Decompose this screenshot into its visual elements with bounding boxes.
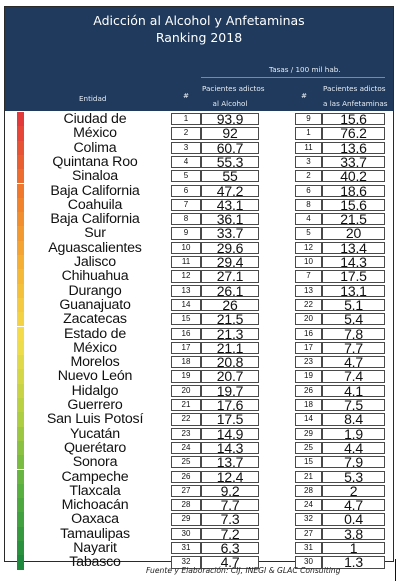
amphetamine-rank-cell: 13 — [295, 285, 322, 297]
table-row — [5, 541, 393, 555]
alcohol-rank-cell: 10 — [171, 242, 201, 254]
alcohol-rank-cell: 26 — [171, 471, 201, 483]
alcohol-rate-cell: 9.2 — [201, 485, 259, 497]
table-row — [5, 341, 393, 355]
entity-name: Sinaloa — [72, 168, 118, 185]
alcohol-rate-cell: 43.1 — [201, 199, 259, 211]
alcohol-rate-cell: 92 — [201, 127, 259, 139]
amphetamine-rank-cell: 8 — [295, 199, 322, 211]
amphetamine-rate-cell: 7.5 — [322, 399, 385, 411]
entity-name: Nayarit — [73, 540, 117, 556]
amphetamine-rate-cell: 7.8 — [322, 328, 385, 340]
entity-name: Coahuila — [67, 196, 123, 213]
amphetamine-rate-cell: 4.1 — [322, 385, 385, 397]
rank-color-stripe — [17, 284, 24, 298]
table-row — [5, 284, 393, 298]
amphetamine-rank-cell: 17 — [295, 342, 322, 354]
entity-name: Ciudad de — [63, 111, 127, 127]
amphetamine-rate-cell: 8.4 — [322, 413, 385, 425]
amphetamine-rank-cell: 25 — [295, 442, 322, 454]
table-row — [5, 512, 393, 526]
rank-color-stripe — [17, 355, 24, 369]
rank-color-stripe — [17, 255, 24, 269]
amphetamine-rate-cell: 1.3 — [322, 556, 385, 568]
rank-color-stripe — [17, 341, 24, 355]
alcohol-header-top: Pacientes adictos — [202, 84, 265, 93]
rank-color-stripe — [17, 112, 24, 126]
table-row — [5, 470, 393, 484]
table-header — [5, 7, 393, 111]
table-row — [5, 398, 393, 412]
alcohol-rate-cell: 14.3 — [201, 442, 259, 454]
entity-name: Quintana Roo — [52, 153, 138, 170]
amphetamine-rate-cell: 13.6 — [322, 142, 385, 154]
entity-name: Morelos — [70, 354, 120, 371]
amphetamine-rank-cell: 31 — [295, 542, 322, 554]
rank-color-stripe — [17, 441, 24, 455]
entity-name: Oaxaca — [71, 511, 119, 528]
alcohol-rate-cell: 21.3 — [201, 328, 259, 340]
alcohol-rate-cell: 13.7 — [201, 456, 259, 468]
amphetamine-rate-cell: 0.4 — [322, 513, 385, 525]
alcohol-rank-cell: 17 — [171, 342, 201, 354]
amphetamine-rate-cell: 4.4 — [322, 442, 385, 454]
alcohol-rank-cell: 15 — [171, 313, 201, 325]
rank-color-stripe — [17, 184, 24, 198]
amphetamine-rank-cell: 26 — [295, 385, 322, 397]
entity-name: Chihuahua — [61, 268, 129, 285]
amphetamine-rank-header: # — [301, 91, 308, 100]
alcohol-rate-cell: 7.2 — [201, 528, 259, 540]
alcohol-rate-cell: 36.1 — [201, 213, 259, 225]
alcohol-rank-cell: 28 — [171, 499, 201, 511]
alcohol-rank-cell: 31 — [171, 542, 201, 554]
table-row — [5, 312, 393, 326]
entity-name: Guanajuato — [59, 296, 131, 313]
entity-name: San Luis Potosí — [46, 411, 144, 428]
amphetamine-rate-cell: 21.5 — [322, 213, 385, 225]
amphetamine-rank-cell: 16 — [295, 328, 322, 340]
amphetamine-rank-cell: 5 — [295, 227, 322, 239]
alcohol-rank-cell: 25 — [171, 456, 201, 468]
amphetamine-rate-cell: 3.8 — [322, 528, 385, 540]
amphetamine-rate-cell: 40.2 — [322, 170, 385, 182]
amphetamine-rank-cell: 12 — [295, 242, 322, 254]
alcohol-rate-cell: 21.1 — [201, 342, 259, 354]
alcohol-rate-cell: 55 — [201, 170, 259, 182]
entity-name: Aguascalientes — [48, 239, 142, 256]
entity-name: Hidalgo — [71, 382, 119, 399]
table-row — [5, 484, 393, 498]
entity-name: Baja California — [50, 211, 140, 228]
rank-color-stripe — [17, 327, 24, 341]
alcohol-rate-cell: 20.7 — [201, 370, 259, 382]
amphetamine-rank-cell: 28 — [295, 485, 322, 497]
amphetamine-rank-cell: 9 — [295, 113, 322, 125]
amphetamine-rate-cell: 1 — [322, 542, 385, 554]
amphetamine-rate-cell: 5.3 — [322, 471, 385, 483]
entity-name: Guerrero — [67, 397, 123, 413]
amphetamine-rank-cell: 1 — [295, 127, 322, 139]
amphetamine-rate-cell: 7.7 — [322, 342, 385, 354]
amphetamine-rank-cell: 21 — [295, 471, 322, 483]
rank-color-stripe — [17, 412, 24, 426]
alcohol-rate-cell: 60.7 — [201, 142, 259, 154]
edge-mark — [395, 559, 396, 581]
alcohol-rate-cell: 93.9 — [201, 113, 259, 125]
alcohol-rank-cell: 6 — [171, 185, 201, 197]
entity-name: Estado de — [63, 325, 127, 342]
amphetamine-rate-cell: 4.7 — [322, 356, 385, 368]
amphetamine-header-top: Pacientes adictos — [323, 84, 386, 93]
alcohol-rank-cell: 9 — [171, 227, 201, 239]
amphetamine-rate-cell: 2 — [322, 485, 385, 497]
rates-caption: Tasas / 100 mil hab. — [269, 65, 341, 74]
amphetamine-rank-cell: 24 — [295, 499, 322, 511]
rank-color-stripe — [17, 384, 24, 398]
entity-name: Durango — [68, 282, 122, 299]
amphetamine-rate-cell: 15.6 — [322, 199, 385, 211]
table-row — [5, 169, 393, 183]
table-row — [5, 455, 393, 469]
table-row — [5, 441, 393, 455]
amphetamine-rate-cell: 7.4 — [322, 370, 385, 382]
entity-name: Sonora — [72, 454, 118, 471]
amphetamine-rate-cell: 20 — [322, 227, 385, 239]
table-row — [5, 141, 393, 155]
source-note: Fuente y Elaboración: CIJ, INEGI & GLAC Consulting — [146, 566, 341, 575]
alcohol-rate-cell: 27.1 — [201, 270, 259, 282]
amphetamine-rate-cell: 13.4 — [322, 242, 385, 254]
rank-color-stripe — [17, 427, 24, 441]
amphetamine-rank-cell: 30 — [295, 556, 322, 568]
entity-name: Colima — [73, 139, 117, 156]
entity-header: Entidad — [79, 94, 107, 103]
amphetamine-rate-cell: 4.7 — [322, 499, 385, 511]
alcohol-rank-cell: 16 — [171, 328, 201, 340]
alcohol-header-bottom: al Alcohol — [212, 99, 248, 108]
alcohol-rank-cell: 3 — [171, 142, 201, 154]
alcohol-rank-cell: 30 — [171, 528, 201, 540]
table-row — [5, 255, 393, 269]
amphetamine-rank-cell: 20 — [295, 313, 322, 325]
alcohol-rate-cell: 29.4 — [201, 256, 259, 268]
alcohol-rate-cell: 12.4 — [201, 471, 259, 483]
amphetamine-rank-cell: 18 — [295, 399, 322, 411]
table-row — [5, 112, 393, 126]
alcohol-rate-cell: 19.7 — [201, 385, 259, 397]
amphetamine-rate-cell: 33.7 — [322, 156, 385, 168]
amphetamine-rank-cell: 29 — [295, 428, 322, 440]
amphetamine-rank-cell: 11 — [295, 142, 322, 154]
alcohol-rank-cell: 29 — [171, 513, 201, 525]
table-row — [5, 184, 393, 198]
table-row — [5, 198, 393, 212]
table-row — [5, 298, 393, 312]
entity-name: Michoacán — [61, 497, 129, 514]
amphetamine-rank-cell: 22 — [295, 299, 322, 311]
amphetamine-rank-cell: 23 — [295, 356, 322, 368]
alcohol-rate-cell: 17.6 — [201, 399, 259, 411]
amphetamine-rate-cell: 17.5 — [322, 270, 385, 282]
alcohol-rate-cell: 20.8 — [201, 356, 259, 368]
amphetamine-rank-cell: 7 — [295, 270, 322, 282]
table-row — [5, 269, 393, 283]
rank-color-stripe — [17, 212, 24, 226]
rank-color-stripe — [17, 226, 24, 240]
rank-color-stripe — [17, 369, 24, 383]
amphetamine-rate-cell: 1.9 — [322, 428, 385, 440]
amphetamine-rank-cell: 3 — [295, 156, 322, 168]
rank-color-stripe — [17, 470, 24, 484]
amphetamine-rank-cell: 15 — [295, 456, 322, 468]
entity-name: Tabasco — [69, 554, 121, 571]
alcohol-rank-cell: 20 — [171, 385, 201, 397]
amphetamine-rate-cell: 7.9 — [322, 456, 385, 468]
header-divider — [201, 77, 385, 78]
table-row — [5, 427, 393, 441]
rank-color-stripe — [17, 155, 24, 169]
alcohol-rank-cell: 21 — [171, 399, 201, 411]
table-subtitle: Ranking 2018 — [155, 30, 243, 45]
rank-color-stripe — [17, 541, 24, 555]
alcohol-rank-cell: 18 — [171, 356, 201, 368]
amphetamine-rank-cell: 14 — [295, 413, 322, 425]
entity-name: Querétaro — [63, 439, 127, 456]
rank-color-stripe — [17, 141, 24, 155]
table-row — [5, 412, 393, 426]
table-row — [5, 155, 393, 169]
alcohol-rate-cell: 7.3 — [201, 513, 259, 525]
amphetamine-rank-cell: 6 — [295, 185, 322, 197]
table-row — [5, 527, 393, 541]
entity-name: Tlaxcala — [69, 482, 121, 499]
amphetamine-rate-cell: 5.4 — [322, 313, 385, 325]
alcohol-rank-cell: 32 — [171, 556, 201, 568]
amphetamine-rate-cell: 76.2 — [322, 127, 385, 139]
alcohol-rank-cell: 12 — [171, 270, 201, 282]
table-row — [5, 498, 393, 512]
rank-color-stripe — [17, 298, 24, 312]
amphetamine-rank-cell: 4 — [295, 213, 322, 225]
alcohol-rate-cell: 47.2 — [201, 185, 259, 197]
rank-color-stripe — [17, 126, 24, 140]
table-title: Adicción al Alcohol y Anfetaminas — [93, 13, 305, 28]
rank-color-stripe — [17, 555, 24, 569]
entity-name: México — [73, 339, 117, 356]
entity-name: Campeche — [61, 468, 129, 485]
alcohol-rank-cell: 4 — [171, 156, 201, 168]
entity-name: Sur — [84, 225, 106, 242]
entity-name: México — [73, 125, 117, 142]
entity-name: Nuevo León — [57, 368, 133, 385]
alcohol-rank-cell: 23 — [171, 428, 201, 440]
rank-color-stripe — [17, 198, 24, 212]
alcohol-rank-cell: 8 — [171, 213, 201, 225]
rank-color-stripe — [17, 312, 24, 326]
alcohol-rate-cell: 14.9 — [201, 428, 259, 440]
entity-name: Yucatán — [70, 425, 120, 442]
alcohol-rank-cell: 27 — [171, 485, 201, 497]
alcohol-rate-cell: 26.1 — [201, 285, 259, 297]
alcohol-rank-cell: 2 — [171, 127, 201, 139]
amphetamine-rate-cell: 15.6 — [322, 113, 385, 125]
alcohol-rank-cell: 5 — [171, 170, 201, 182]
alcohol-rank-cell: 24 — [171, 442, 201, 454]
table-row — [5, 241, 393, 255]
alcohol-rate-cell: 7.7 — [201, 499, 259, 511]
rank-color-stripe — [17, 241, 24, 255]
rank-color-stripe — [17, 512, 24, 526]
amphetamine-rate-cell: 18.6 — [322, 185, 385, 197]
alcohol-rate-cell: 17.5 — [201, 413, 259, 425]
amphetamine-rank-cell: 19 — [295, 370, 322, 382]
rank-color-stripe — [17, 498, 24, 512]
alcohol-rank-cell: 22 — [171, 413, 201, 425]
table-row — [5, 226, 393, 240]
alcohol-rank-cell: 19 — [171, 370, 201, 382]
alcohol-rate-cell: 21.5 — [201, 313, 259, 325]
rank-color-stripe — [17, 169, 24, 183]
rank-color-stripe — [17, 455, 24, 469]
alcohol-rate-cell: 26 — [201, 299, 259, 311]
alcohol-rank-cell: 13 — [171, 285, 201, 297]
table-row — [5, 369, 393, 383]
rank-color-stripe — [17, 398, 24, 412]
rank-color-stripe — [17, 269, 24, 283]
alcohol-rate-cell: 4.7 — [201, 556, 259, 568]
table-row — [5, 355, 393, 369]
rank-color-stripe — [17, 484, 24, 498]
amphetamine-rank-cell: 32 — [295, 513, 322, 525]
entity-name: Jalisco — [74, 254, 116, 270]
entity-name: Baja California — [50, 182, 140, 199]
amphetamine-rate-cell: 13.1 — [322, 285, 385, 297]
alcohol-rate-cell: 33.7 — [201, 227, 259, 239]
table-row — [5, 384, 393, 398]
table-row — [5, 327, 393, 341]
table-row — [5, 212, 393, 226]
alcohol-rank-cell: 1 — [171, 113, 201, 125]
entity-name: Tamaulipas — [60, 525, 130, 542]
alcohol-rank-cell: 11 — [171, 256, 201, 268]
amphetamine-rank-cell: 27 — [295, 528, 322, 540]
entity-name: Zacatecas — [63, 311, 127, 328]
alcohol-rank-cell: 14 — [171, 299, 201, 311]
amphetamine-rate-cell: 5.1 — [322, 299, 385, 311]
amphetamine-header-bottom: a las Anfetaminas — [323, 99, 388, 108]
alcohol-rate-cell: 55.3 — [201, 156, 259, 168]
alcohol-rank-cell: 7 — [171, 199, 201, 211]
alcohol-rate-cell: 29.6 — [201, 242, 259, 254]
amphetamine-rank-cell: 10 — [295, 256, 322, 268]
alcohol-rank-header: # — [183, 91, 190, 100]
amphetamine-rank-cell: 2 — [295, 170, 322, 182]
amphetamine-rate-cell: 14.3 — [322, 256, 385, 268]
table-row — [5, 126, 393, 140]
rank-color-stripe — [17, 527, 24, 541]
alcohol-rate-cell: 6.3 — [201, 542, 259, 554]
